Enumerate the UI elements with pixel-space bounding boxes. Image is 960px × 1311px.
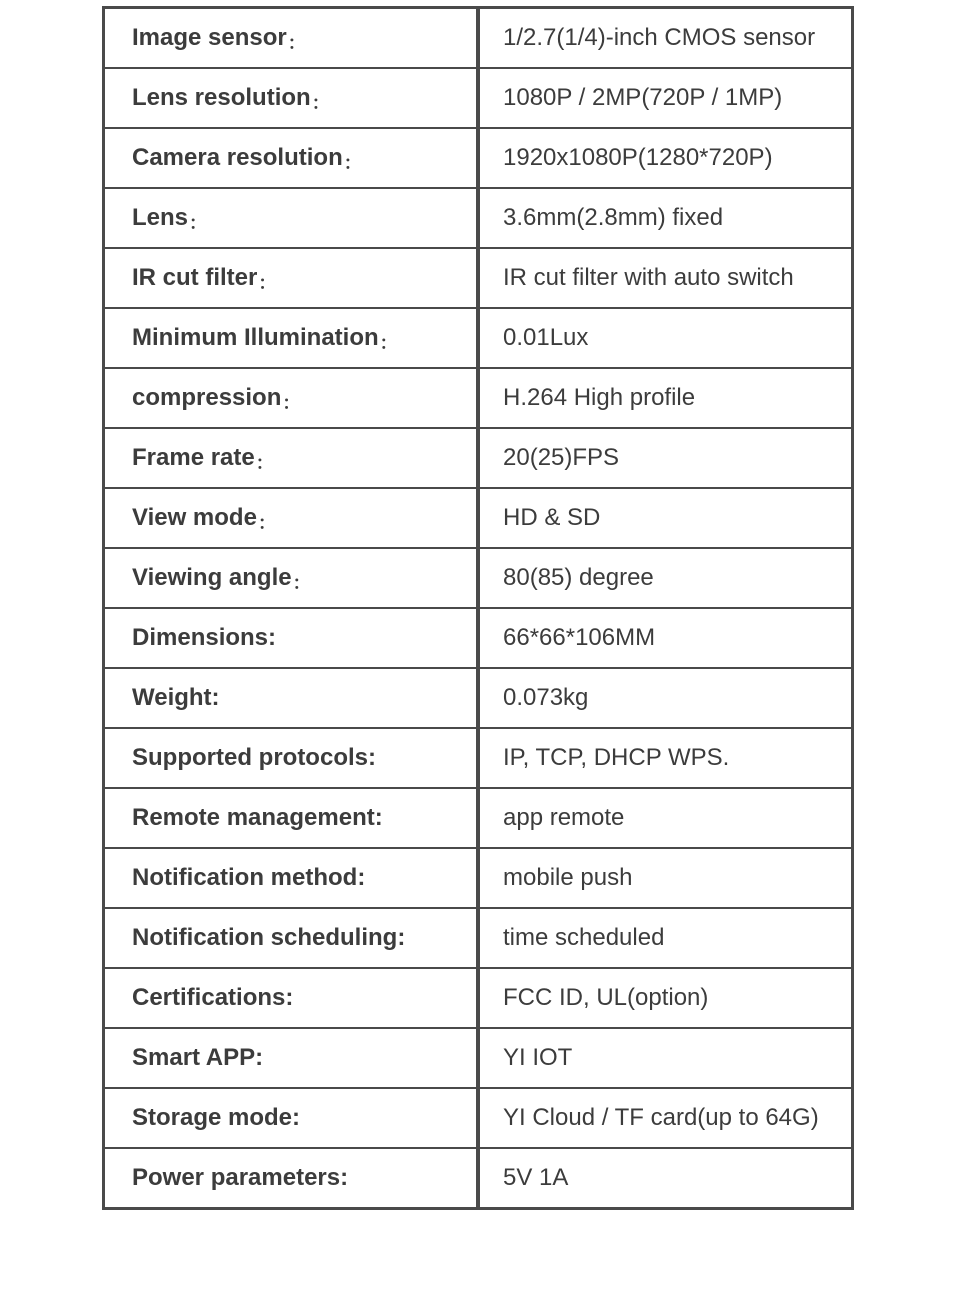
spec-value: H.264 High profile (503, 384, 696, 411)
spec-row (105, 609, 851, 669)
spec-label: compression ： (105, 369, 480, 427)
spec-value: 80(85) degree (503, 564, 654, 591)
spec-row (105, 429, 851, 489)
spec-label: Weight: (105, 669, 480, 727)
spec-value: mobile push (503, 864, 633, 891)
spec-label: Notification scheduling: (105, 909, 480, 967)
spec-row (105, 729, 851, 789)
spec-value: YI Cloud / TF card(up to 64G) (503, 1104, 819, 1131)
spec-value: HD & SD (503, 504, 601, 531)
spec-label: View mode ： (105, 489, 480, 547)
spec-row (105, 489, 851, 549)
spec-row (105, 549, 851, 609)
spec-row (105, 1089, 851, 1149)
spec-value: 1/2.7(1/4)-inch CMOS sensor (503, 24, 816, 51)
spec-row (105, 9, 851, 69)
spec-table (102, 6, 854, 1210)
spec-row (105, 909, 851, 969)
spec-row (105, 129, 851, 189)
spec-value: 0.073kg (503, 684, 589, 711)
spec-row (105, 789, 851, 849)
spec-label: Dimensions: (105, 609, 480, 667)
spec-label: Frame rate ： (105, 429, 480, 487)
spec-label: Lens ： (105, 189, 480, 247)
spec-row (105, 69, 851, 129)
spec-label: Camera resolution ： (105, 129, 480, 187)
spec-label: Storage mode: (105, 1089, 480, 1147)
spec-value: IR cut filter with auto switch (503, 264, 794, 291)
spec-row (105, 189, 851, 249)
spec-label: Certifications: (105, 969, 480, 1027)
spec-label: Remote management: (105, 789, 480, 847)
spec-label: Lens resolution ： (105, 69, 480, 127)
spec-label: Supported protocols: (105, 729, 480, 787)
spec-value: IP, TCP, DHCP WPS. (503, 744, 730, 771)
spec-label: Smart APP: (105, 1029, 480, 1087)
spec-value: app remote (503, 804, 625, 831)
spec-value: 20(25)FPS (503, 444, 620, 471)
spec-label: Power parameters: (105, 1149, 480, 1207)
spec-row (105, 669, 851, 729)
spec-value: 1920x1080P(1280*720P) (503, 144, 773, 171)
spec-row (105, 849, 851, 909)
spec-value: time scheduled (503, 924, 665, 951)
spec-value: YI IOT (503, 1044, 573, 1071)
spec-value: 5V 1A (503, 1164, 569, 1191)
spec-row (105, 309, 851, 369)
spec-label: IR cut filter ： (105, 249, 480, 307)
spec-value: 0.01Lux (503, 324, 589, 351)
spec-label: Image sensor ： (105, 9, 480, 67)
spec-value: FCC ID, UL(option) (503, 984, 709, 1011)
spec-value: 3.6mm(2.8mm) fixed (503, 204, 724, 231)
spec-row (105, 369, 851, 429)
spec-label: Notification method: (105, 849, 480, 907)
spec-value: 66*66*106MM (503, 624, 656, 651)
spec-label: Viewing angle ： (105, 549, 480, 607)
spec-row (105, 249, 851, 309)
spec-value: 1080P / 2MP(720P / 1MP) (503, 84, 783, 111)
spec-label: Minimum Illumination ： (105, 309, 480, 367)
spec-row (105, 1149, 851, 1207)
spec-row (105, 1029, 851, 1089)
spec-row (105, 969, 851, 1029)
